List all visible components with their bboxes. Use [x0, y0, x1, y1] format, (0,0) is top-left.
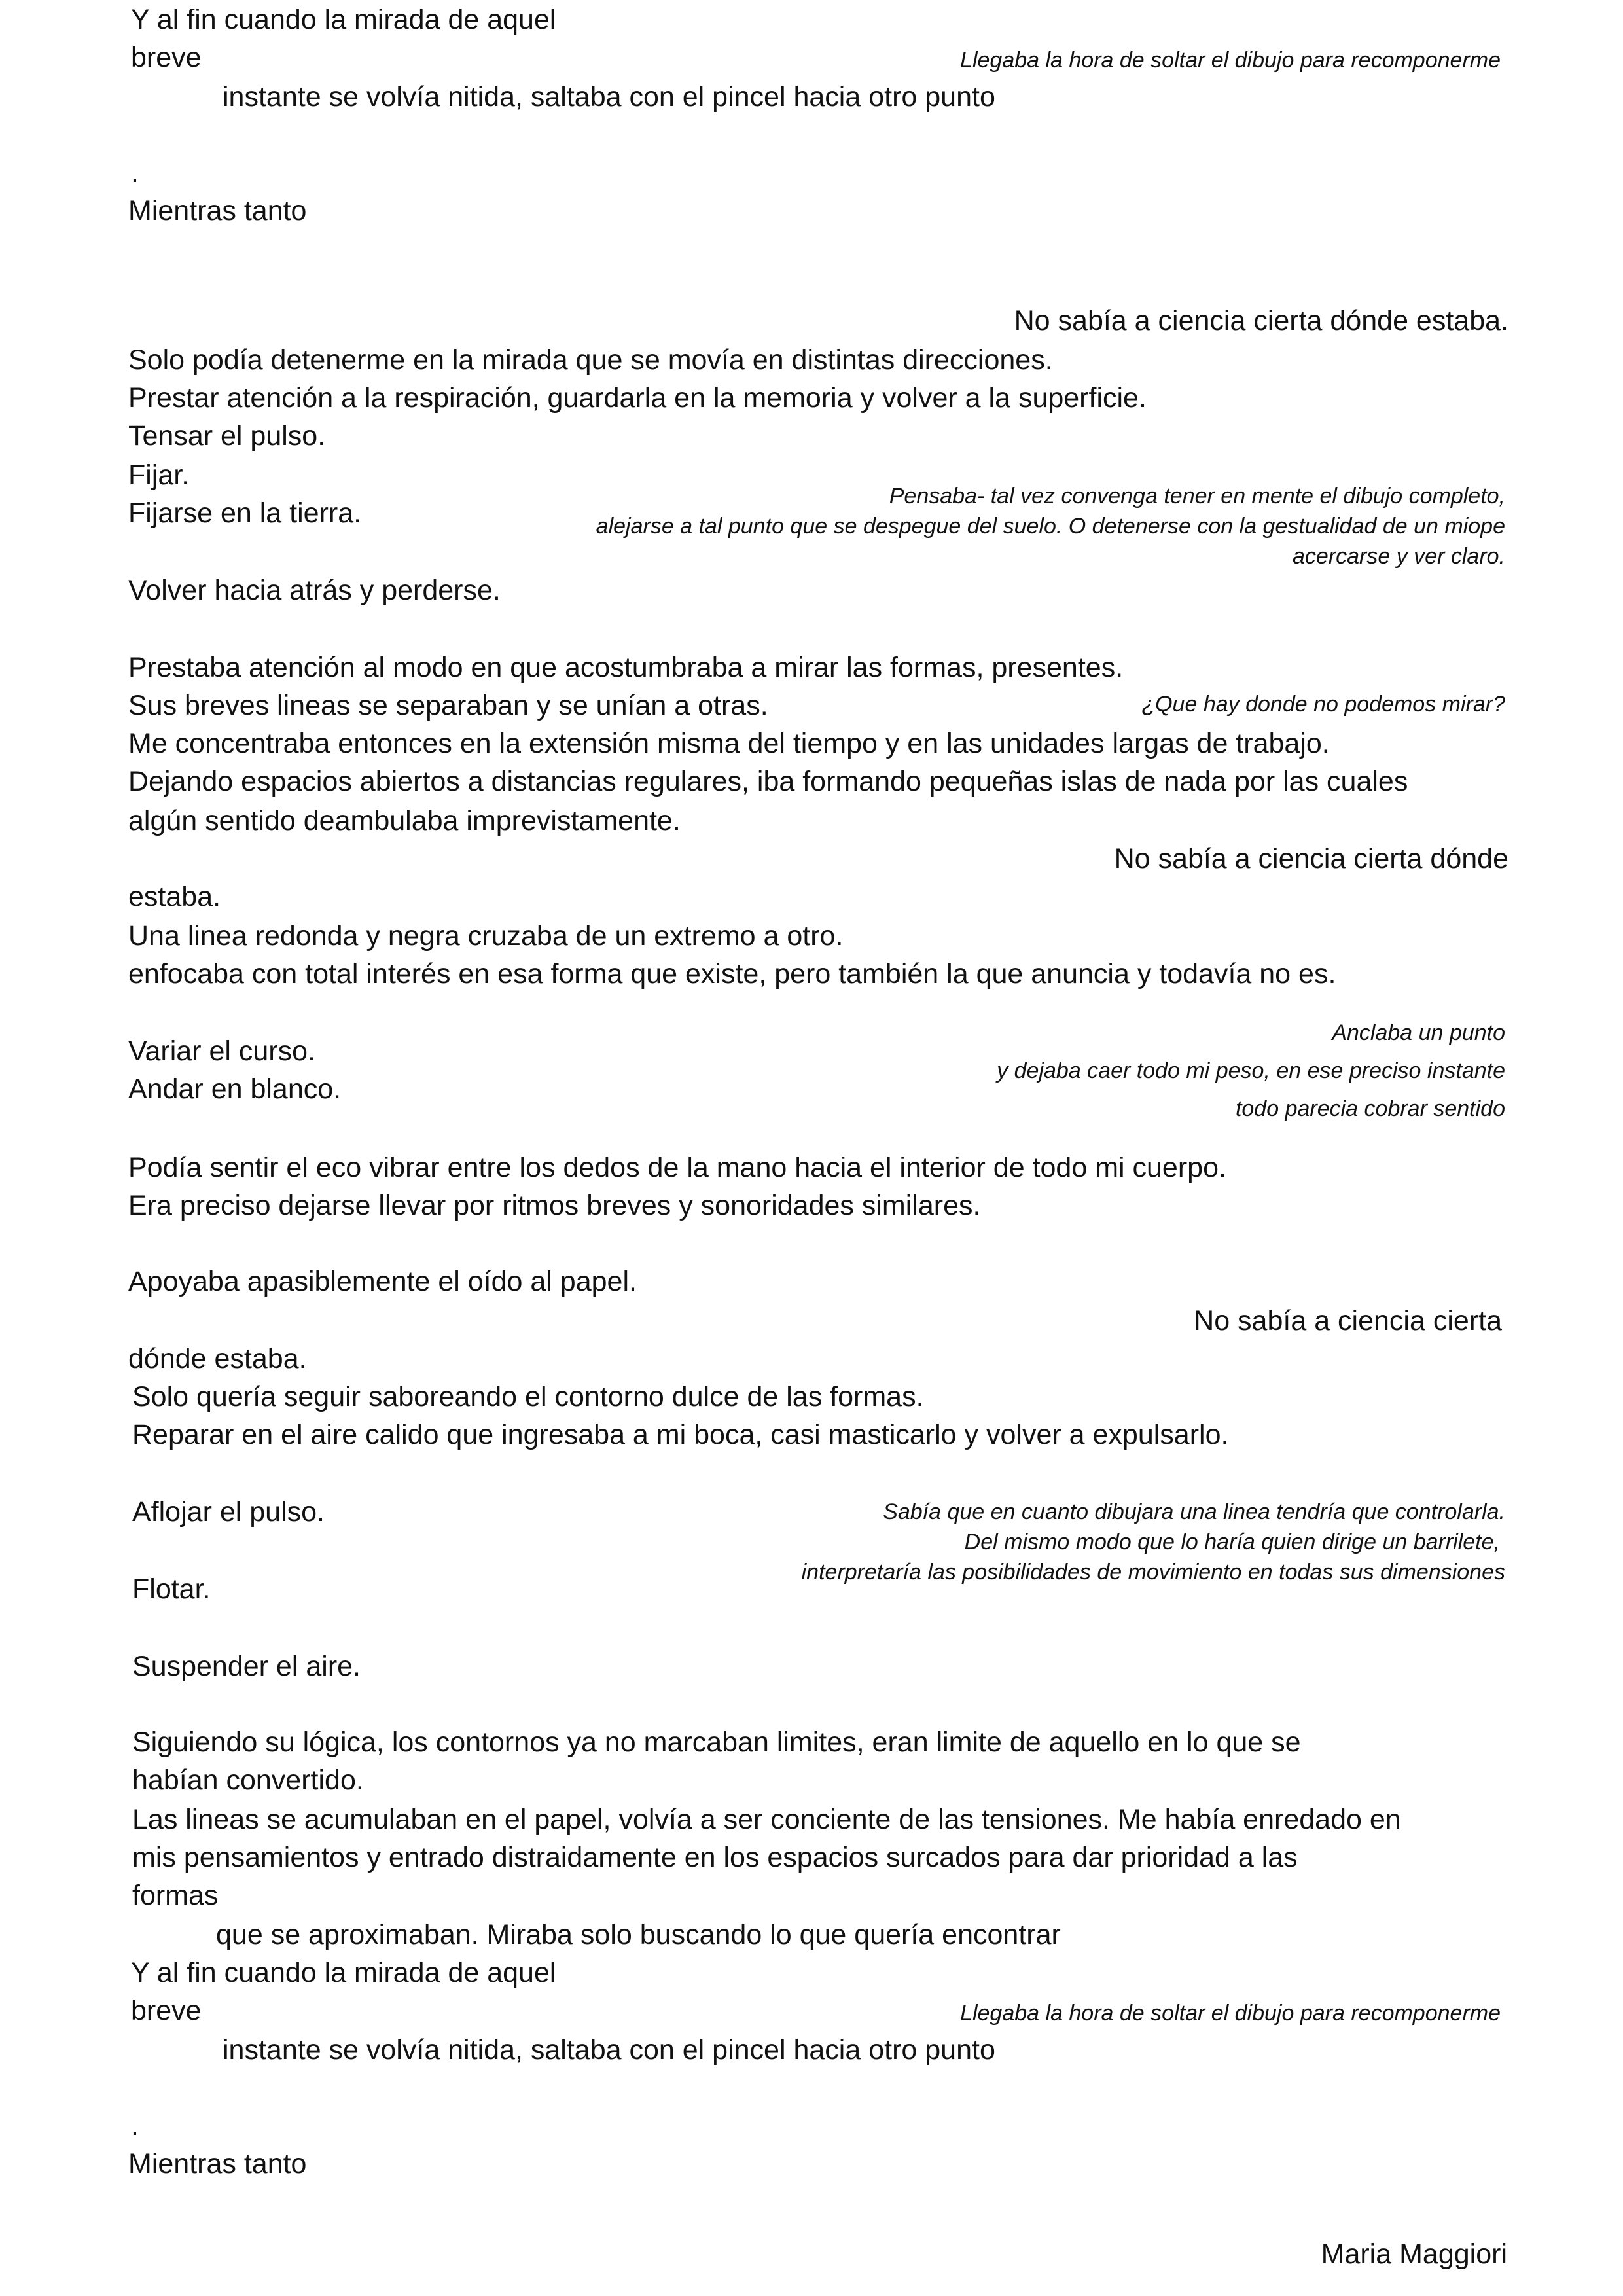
margin-note: Del mismo modo que lo haría quien dirige un barrilete,	[964, 1530, 1500, 1554]
text-line: Siguiendo su lógica, los contornos ya no marcaban limites, eran limite de aquello en lo que se	[132, 1727, 1301, 1758]
margin-note: ¿Que hay donde no podemos mirar?	[1141, 692, 1505, 717]
margin-note: alejarse a tal punto que se despegue del suelo. O detenerse con la gestualidad de un miope	[596, 514, 1505, 539]
text-line: Fijarse en la tierra.	[128, 497, 362, 529]
margin-note: Sabía que en cuanto dibujara una linea tendría que controlarla.	[883, 1499, 1505, 1524]
margin-note: Anclaba un punto	[1332, 1020, 1505, 1045]
text-line: Andar en blanco.	[128, 1073, 342, 1105]
text-line: Mientras tanto	[128, 195, 307, 226]
text-line: .	[131, 157, 139, 188]
text-line: breve	[131, 42, 202, 73]
text-line: que se aproximaban. Miraba solo buscando lo que quería encontrar	[216, 1919, 1061, 1950]
margin-note: acercarse y ver claro.	[1293, 544, 1505, 569]
text-line: No sabía a ciencia cierta	[1194, 1305, 1502, 1336]
text-line: Prestar atención a la respiración, guardarla en la memoria y volver a la superficie.	[128, 382, 1147, 414]
text-line: Era preciso dejarse llevar por ritmos breves y sonoridades similares.	[128, 1190, 981, 1221]
text-line: algún sentido deambulaba imprevistamente.	[128, 805, 681, 836]
text-line: Las lineas se acumulaban en el papel, volvía a ser conciente de las tensiones. Me había enredado en	[132, 1804, 1401, 1835]
text-line: instante se volvía nitida, saltaba con el pincel hacia otro punto	[223, 81, 995, 113]
text-line: Podía sentir el eco vibrar entre los dedos de la mano hacia el interior de todo mi cuerpo.	[128, 1152, 1226, 1183]
text-line: Mientras tanto	[128, 2148, 307, 2179]
margin-note: interpretaría las posibilidades de movimiento en todas sus dimensiones	[801, 1560, 1505, 1585]
margin-note: Llegaba la hora de soltar el dibujo para recomponerme	[960, 2001, 1501, 2026]
text-line: Y al fin cuando la mirada de aquel	[131, 1957, 556, 1988]
text-line: Una linea redonda y negra cruzaba de un extremo a otro.	[128, 920, 844, 952]
text-line: Suspender el aire.	[132, 1651, 361, 1682]
margin-note: todo parecia cobrar sentido	[1235, 1096, 1505, 1121]
text-line: dónde estaba.	[128, 1343, 307, 1374]
text-line: Tensar el pulso.	[128, 420, 326, 452]
text-line: breve	[131, 1995, 202, 2026]
text-line: Fijar.	[128, 459, 190, 491]
text-line: estaba.	[128, 881, 221, 912]
text-line: Flotar.	[132, 1573, 211, 1605]
text-line: No sabía a ciencia cierta dónde estaba.	[1014, 305, 1508, 336]
margin-note: Pensaba- tal vez convenga tener en mente el dibujo completo,	[889, 484, 1505, 509]
margin-note: y dejaba caer todo mi peso, en ese preciso instante	[997, 1058, 1505, 1083]
text-line: Reparar en el aire calido que ingresaba a mi boca, casi masticarlo y volver a expulsarlo.	[132, 1419, 1229, 1450]
margin-note: Llegaba la hora de soltar el dibujo para recomponerme	[960, 48, 1501, 73]
text-line: Variar el curso.	[128, 1035, 315, 1067]
text-line: Me concentraba entonces en la extensión misma del tiempo y en las unidades largas de trabajo.	[128, 728, 1330, 759]
text-line: habían convertido.	[132, 1765, 364, 1796]
text-line: Apoyaba apasiblemente el oído al papel.	[128, 1266, 637, 1297]
author-name: Maria Maggiori	[1321, 2238, 1507, 2270]
text-line: No sabía a ciencia cierta dónde	[1114, 843, 1508, 874]
text-line: Sus breves lineas se separaban y se unían a otras.	[128, 690, 768, 721]
text-line: Dejando espacios abiertos a distancias regulares, iba formando pequeñas islas de nada por las cuales	[128, 766, 1408, 797]
text-line: Prestaba atención al modo en que acostumbraba a mirar las formas, presentes.	[128, 652, 1124, 683]
text-line: Y al fin cuando la mirada de aquel	[131, 4, 556, 35]
text-line: Volver hacia atrás y perderse.	[128, 575, 501, 606]
text-line: Aflojar el pulso.	[132, 1496, 325, 1528]
text-line: Solo podía detenerme en la mirada que se movía en distintas direcciones.	[128, 344, 1053, 376]
text-line: mis pensamientos y entrado distraidamente en los espacios surcados para dar prioridad a las	[132, 1842, 1298, 1873]
text-line: enfocaba con total interés en esa forma que existe, pero también la que anuncia y todavía no es.	[128, 958, 1336, 990]
text-line: formas	[132, 1880, 219, 1911]
text-line: Solo quería seguir saboreando el contorno dulce de las formas.	[132, 1381, 924, 1412]
text-line: instante se volvía nitida, saltaba con el pincel hacia otro punto	[223, 2034, 995, 2066]
text-line: .	[131, 2110, 139, 2142]
